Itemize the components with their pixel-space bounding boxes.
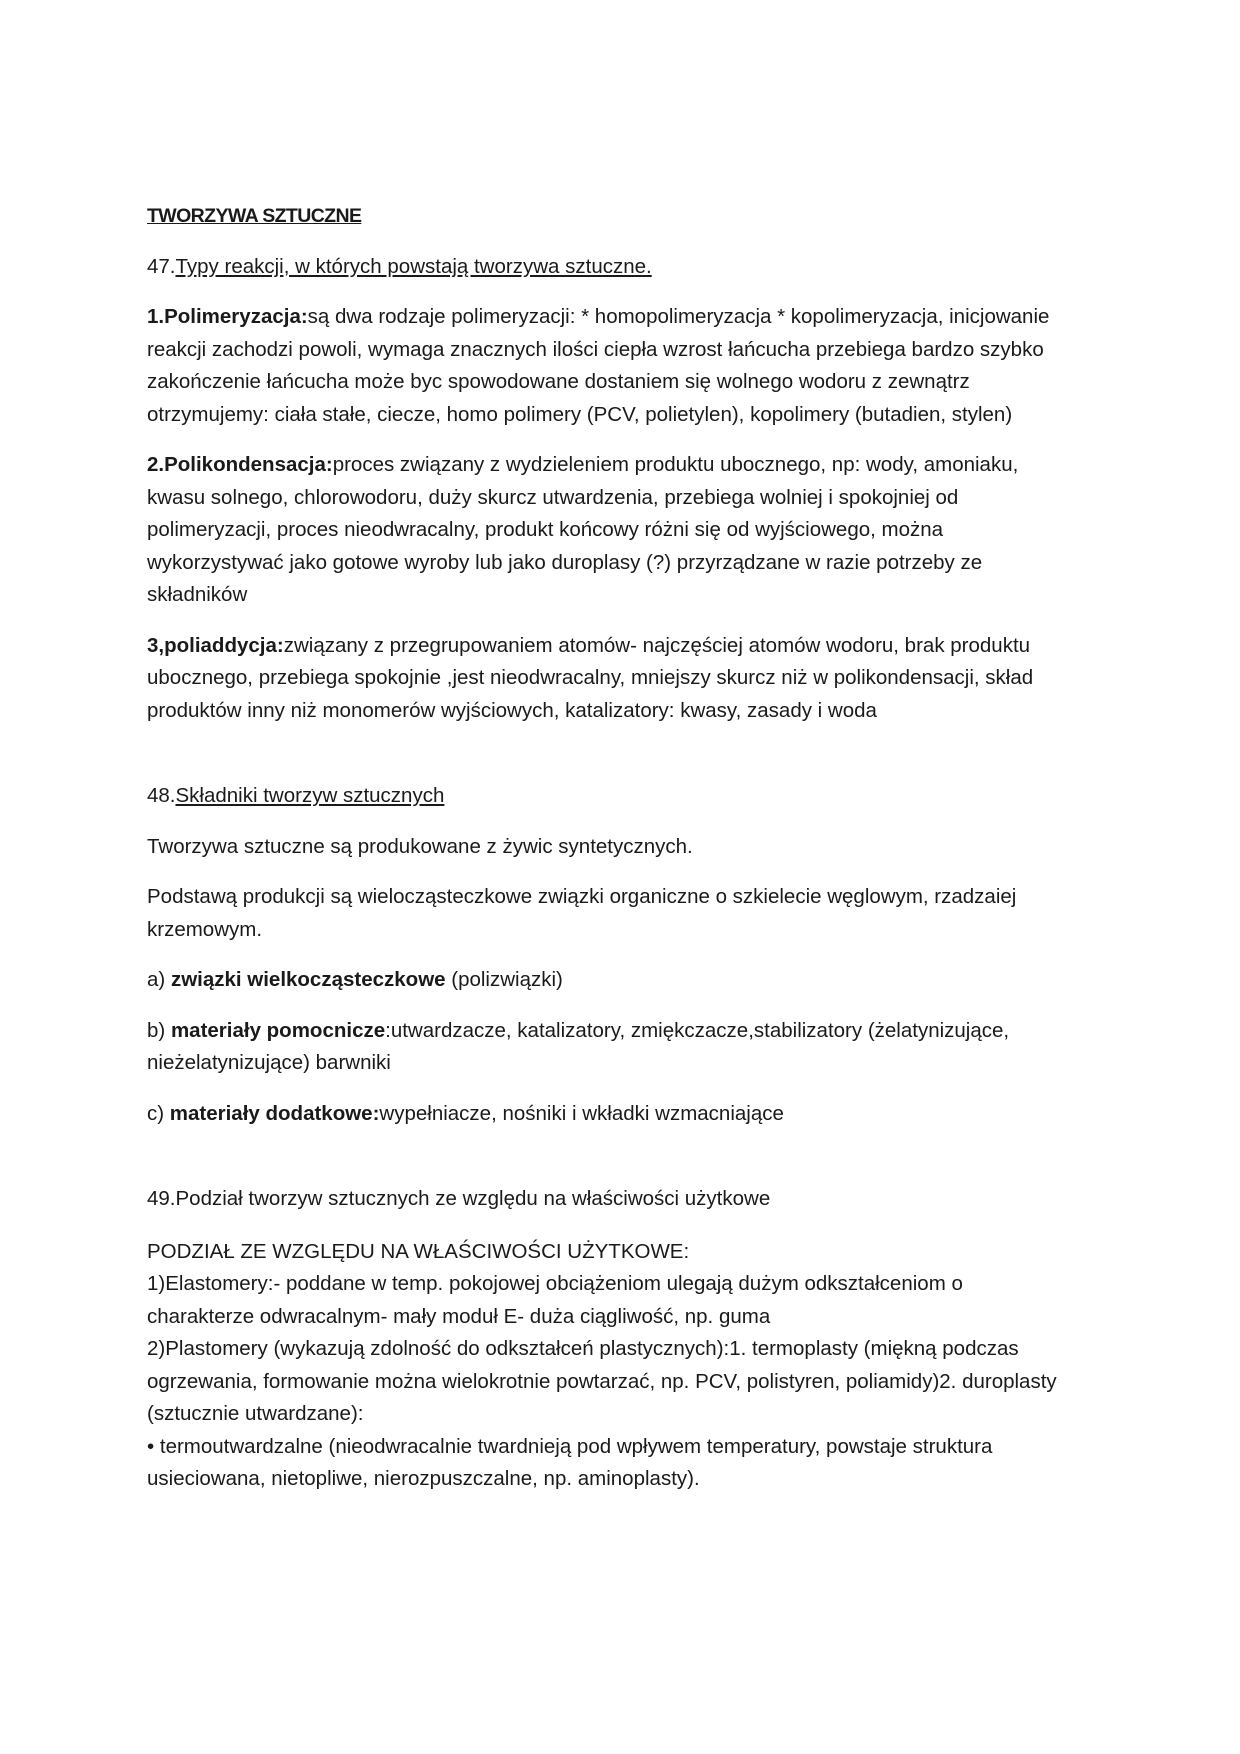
section-49-heading: 49.Podział tworzyw sztucznych ze względu na właściwości użytkowe [147,1187,771,1210]
section-48-para2 [147,881,1097,946]
poliaddycja-line: produktów inny niż monomerów wyjściowych, katalizatory: kwasy, zasady i woda [147,698,877,722]
polikondensacja-line: wykorzystywać jako gotowe wyroby lub jako duroplasy (?) przyrządzane w razie potrzeby ze [147,550,983,574]
section-49-body [147,1236,1097,1496]
section-48-heading-text: Składniki tworzyw sztucznych [175,784,445,807]
polimeryzacja-line: zakończenie łańcucha może byc spowodowane dostaniem się wolnego wodoru z zewnątrz [147,370,970,393]
item-c-prefix: c) [147,1101,170,1125]
section-48-para1: Tworzywa sztuczne są produkowane z żywic syntetycznych. [147,834,693,858]
section-49-line: charakterze odwracalnym- mały moduł E- duża ciągliwość, np. guma [147,1304,771,1328]
section-49-line: (sztucznie utwardzane): [147,1402,364,1425]
poliaddycja-paragraph [147,630,1097,728]
section-48-para2-line: krzemowym. [147,917,263,941]
section-49-line: • termoutwardzalne (nieodwracalnie twardnieją pod wpływem temperatury, powstaje struktura [147,1434,993,1458]
component-item-b [147,1015,1097,1080]
polikondensacja-line: proces związany z wydzieleniem produktu ubocznego, np: wody, amoniaku, [332,453,1019,476]
item-c-text: wypełniacze, nośniki i wkładki wzmacniające [379,1101,784,1125]
item-a-prefix: a) [147,968,171,991]
section-47-heading [147,251,1097,284]
section-48-para2-line: Podstawą produkcji są wielocząsteczkowe związki organiczne o szkielecie węglowym, rzadzaiej [147,885,1017,908]
section-49-line: 2)Plastomery (wykazują zdolność do odkształceń plastycznych):1. termoplasty (miękną podczas [147,1337,1019,1360]
item-a-text: (polizwiązki) [445,968,563,991]
section-49-line: 1)Elastomery:- poddane w temp. pokojowej obciążeniom ulegają dużym odkształceniom o [147,1272,963,1295]
component-item-c [147,1098,1097,1131]
polikondensacja-paragraph [147,449,1097,612]
polimeryzacja-line: są dwa rodzaje polimeryzacji: * homopolimeryzacja * kopolimeryzacja, inicjowanie [307,305,1050,328]
item-c-term: materiały dodatkowe: [169,1101,380,1125]
polikondensacja-line: polimeryzacji, proces nieodwracalny, produkt końcowy różni się od wyjściowego, można [147,518,944,541]
polimeryzacja-line: reakcji zachodzi powoli, wymaga znacznych ilości ciepła wzrost łańcucha przebiega bardzo szybko [147,337,1044,361]
polimeryzacja-paragraph [147,301,1097,431]
section-49-line: PODZIAŁ ZE WZGLĘDU NA WŁAŚCIWOŚCI UŻYTKOWE: [147,1239,690,1263]
section-47-number: 47. [147,254,176,278]
section-47-heading-text: Typy reakcji, w których powstają tworzywa sztuczne. [175,254,652,278]
polikondensacja-term: 2.Polikondensacja: [147,453,333,476]
section-48-heading [147,780,1097,813]
polimeryzacja-term: 1.Polimeryzacja: [147,305,308,328]
document-body [147,200,1097,1496]
polikondensacja-line: kwasu solnego, chlorowodoru, duży skurcz utwardzenia, przebiega wolniej i spokojniej od [147,485,959,509]
item-a-term: związki wielkocząsteczkowe [170,968,446,991]
poliaddycja-term: 3,poliaddycja: [147,633,284,657]
item-b-term: materiały pomocnicze [170,1018,386,1042]
polikondensacja-line: składników [147,583,248,606]
item-b-prefix: b) [147,1018,171,1042]
item-b-line: :utwardzacze, katalizatory, zmiękczacze,stabilizatory (żelatynizujące, [385,1018,1010,1042]
poliaddycja-line: ubocznego, przebiega spokojnie ,jest nieodwracalny, mniejszy skurcz niż w polikondensacji, skład [147,666,1034,689]
section-48-number: 48. [147,784,176,807]
component-item-a [147,964,1097,997]
section-49-line: usieciowana, nietopliwe, nierozpuszczalne, np. aminoplasty). [147,1467,700,1490]
poliaddycja-line: związany z przegrupowaniem atomów- najczęściej atomów wodoru, brak produktu [283,633,1031,657]
document-title: TWORZYWA SZTUCZNE [147,205,362,227]
item-b-line: nieżelatynizujące) barwniki [147,1051,391,1074]
section-49-line: ogrzewania, formowanie można wielokrotnie powtarzać, np. PCV, polistyren, poliamidy)2. duroplasty [147,1369,1057,1393]
polimeryzacja-line: otrzymujemy: ciała stałe, ciecze, homo polimery (PCV, polietylen), kopolimery (butadien, stylen) [147,402,1013,426]
